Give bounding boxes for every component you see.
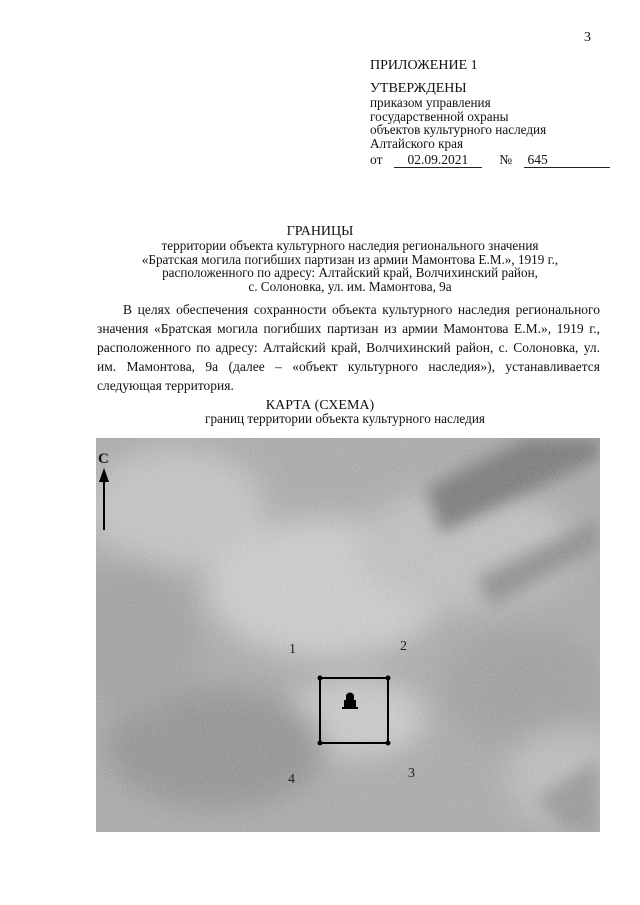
subtitle-line: «Братская могила погибших партизан из армии Мамонтова Е.М.», 1919 г., xyxy=(141,251,559,267)
order-line: объектов культурного наследия xyxy=(370,122,547,137)
point-label-2: 2 xyxy=(400,639,407,654)
map-scheme xyxy=(96,438,600,832)
map-title: КАРТА (СХЕМА) xyxy=(265,398,375,413)
body-paragraph: В целях обеспечения сохранности объекта культурного наследия регионального значения «Братская могила погибших партизан из армии Мамонтова Е.М.», 1919 г., расположенного по адресу: Алтайский край, Волчихинский район, с. Солоновка, ул. им. Мамонтова, 9а (далее – «объект культурного наследия»), устанавливается следующая территория. xyxy=(97,302,600,393)
order-number: 645 xyxy=(524,152,610,168)
map-image xyxy=(96,438,600,832)
order-line: Алтайского края xyxy=(370,135,464,151)
order-issuer xyxy=(370,96,546,150)
boundary-point-2 xyxy=(386,676,391,681)
north-label: С xyxy=(98,451,109,467)
page-number: 3 xyxy=(584,30,591,45)
point-label-3: 3 xyxy=(408,766,415,781)
map-subtitle: границ территории объекта культурного наследия xyxy=(205,411,485,426)
number-sign: № xyxy=(499,152,513,167)
document-subtitle xyxy=(95,239,605,293)
from-label: от xyxy=(370,152,383,167)
document-title: ГРАНИЦЫ xyxy=(286,224,354,239)
boundary-point-3 xyxy=(386,741,391,746)
point-label-1: 1 xyxy=(289,642,296,657)
subtitle-line: территории объекта культурного наследия регионального значения xyxy=(161,238,539,253)
annex-label: ПРИЛОЖЕНИЕ 1 xyxy=(370,58,478,73)
approved-label: УТВЕРЖДЕНЫ xyxy=(370,81,467,96)
order-line: государственной охраны xyxy=(370,108,509,124)
order-line: приказом управления xyxy=(370,95,491,110)
boundary-point-1 xyxy=(318,676,323,681)
subtitle-line: расположенного по адресу: Алтайский край, Волчихинский район, xyxy=(162,265,538,280)
point-label-4: 4 xyxy=(288,772,295,787)
subtitle-line: с. Солоновка, ул. им. Мамонтова, 9а xyxy=(248,278,452,294)
order-date: 02.09.2021 xyxy=(394,152,482,168)
boundary-point-4 xyxy=(318,741,323,746)
order-date-number xyxy=(370,152,610,168)
